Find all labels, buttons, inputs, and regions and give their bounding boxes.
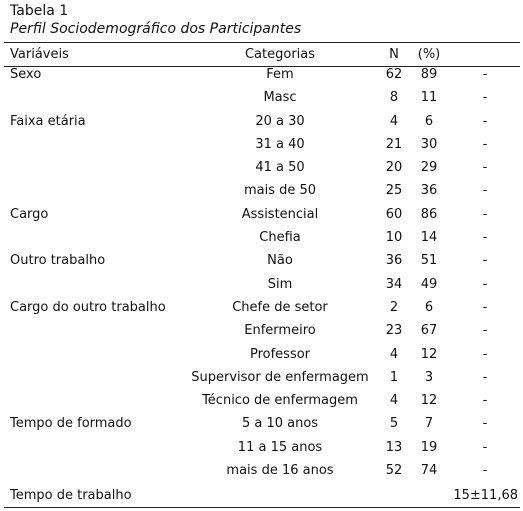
row-dash: - <box>482 183 488 199</box>
row-category: Não <box>267 253 293 269</box>
table-row <box>0 390 523 413</box>
footer-label: Tempo de trabalho <box>10 488 132 503</box>
row-category: Sim <box>267 276 293 292</box>
row-variable: Faixa etária <box>10 113 86 129</box>
table-title: Perfil Sociodemográfico dos Participantes <box>10 21 302 37</box>
row-pct: 6 <box>424 299 434 315</box>
table-row <box>0 437 523 460</box>
row-n: 21 <box>385 136 403 152</box>
row-category: Fem <box>266 67 294 82</box>
row-category: 11 a 15 anos <box>237 439 323 455</box>
table-row <box>0 87 523 110</box>
table-row <box>0 413 523 436</box>
table-row <box>0 274 523 297</box>
table-row <box>0 250 523 273</box>
row-dash: - <box>482 160 488 176</box>
row-pct: 14 <box>420 230 438 246</box>
row-category: Professor <box>249 346 311 362</box>
row-dash: - <box>482 416 488 432</box>
row-n: 25 <box>385 183 403 199</box>
row-n: 60 <box>385 206 403 222</box>
row-pct: 11 <box>420 90 438 106</box>
header-pct: (%) <box>417 47 441 62</box>
table-row <box>0 227 523 250</box>
row-pct: 12 <box>420 393 438 409</box>
row-dash: - <box>482 67 488 82</box>
table-row <box>0 460 523 483</box>
row-dash: - <box>482 323 488 339</box>
header-variable: Variáveis <box>10 47 69 62</box>
header-n: N <box>389 47 399 62</box>
row-pct: 51 <box>420 253 438 269</box>
table-row <box>0 64 523 87</box>
row-pct: 74 <box>420 463 438 479</box>
footer-row <box>0 485 523 507</box>
row-dash: - <box>482 113 488 129</box>
row-n: 5 <box>389 416 399 432</box>
row-category: Enfermeiro <box>244 323 316 339</box>
row-variable: Sexo <box>10 67 42 82</box>
table-row <box>0 297 523 320</box>
row-dash: - <box>482 276 488 292</box>
table-number: Tabela 1 <box>10 3 69 19</box>
row-pct: 19 <box>420 439 438 455</box>
row-pct: 7 <box>424 416 434 432</box>
row-pct: 12 <box>420 346 438 362</box>
row-n: 4 <box>389 393 399 409</box>
row-n: 34 <box>385 276 403 292</box>
row-n: 10 <box>385 230 403 246</box>
row-n: 13 <box>385 439 403 455</box>
top-rule <box>4 42 520 43</box>
row-pct: 29 <box>420 160 438 176</box>
header-row <box>0 44 523 66</box>
row-pct: 30 <box>420 136 438 152</box>
row-category: mais de 16 anos <box>226 463 334 479</box>
table-row <box>0 134 523 157</box>
table-row <box>0 204 523 227</box>
row-category: Masc <box>263 90 297 106</box>
row-n: 36 <box>385 253 403 269</box>
row-dash: - <box>482 253 488 269</box>
table-row <box>0 367 523 390</box>
row-pct: 36 <box>420 183 438 199</box>
row-pct: 3 <box>424 369 434 385</box>
row-variable: Tempo de formado <box>10 416 132 432</box>
row-pct: 49 <box>420 276 438 292</box>
row-dash: - <box>482 393 488 409</box>
row-dash: - <box>482 299 488 315</box>
row-dash: - <box>482 206 488 222</box>
table-row <box>0 180 523 203</box>
table-body <box>0 64 523 483</box>
row-pct: 67 <box>420 323 438 339</box>
bottom-rule <box>4 507 520 508</box>
row-n: 20 <box>385 160 403 176</box>
row-dash: - <box>482 230 488 246</box>
row-category: 41 a 50 <box>255 160 305 176</box>
row-n: 2 <box>389 299 399 315</box>
row-n: 4 <box>389 346 399 362</box>
row-dash: - <box>482 136 488 152</box>
footer-value: 15±11,68 <box>453 488 518 503</box>
row-dash: - <box>482 346 488 362</box>
row-pct: 6 <box>424 113 434 129</box>
row-variable: Outro trabalho <box>10 253 106 269</box>
row-n: 52 <box>385 463 403 479</box>
row-pct: 86 <box>420 206 438 222</box>
row-category: Assistencial <box>241 206 319 222</box>
table-row <box>0 157 523 180</box>
row-n: 23 <box>385 323 403 339</box>
row-category: Chefia <box>259 230 301 246</box>
row-variable: Cargo <box>10 206 49 222</box>
row-category: Supervisor de enfermagem <box>191 369 369 385</box>
row-category: mais de 50 <box>243 183 317 199</box>
row-dash: - <box>482 90 488 106</box>
row-n: 4 <box>389 113 399 129</box>
row-variable: Cargo do outro trabalho <box>10 299 166 315</box>
table-row <box>0 320 523 343</box>
row-n: 8 <box>389 90 399 106</box>
row-n: 62 <box>385 67 403 82</box>
row-pct: 89 <box>420 67 438 82</box>
row-n: 1 <box>389 369 399 385</box>
row-category: Chefe de setor <box>232 299 328 315</box>
row-category: 31 a 40 <box>255 136 305 152</box>
header-category: Categorias <box>244 47 316 62</box>
row-dash: - <box>482 369 488 385</box>
row-dash: - <box>482 439 488 455</box>
table-row <box>0 111 523 134</box>
row-category: 20 a 30 <box>255 113 305 129</box>
table-row <box>0 344 523 367</box>
row-category: 5 a 10 anos <box>241 416 319 432</box>
row-dash: - <box>482 463 488 479</box>
row-category: Técnico de enfermagem <box>202 393 358 409</box>
